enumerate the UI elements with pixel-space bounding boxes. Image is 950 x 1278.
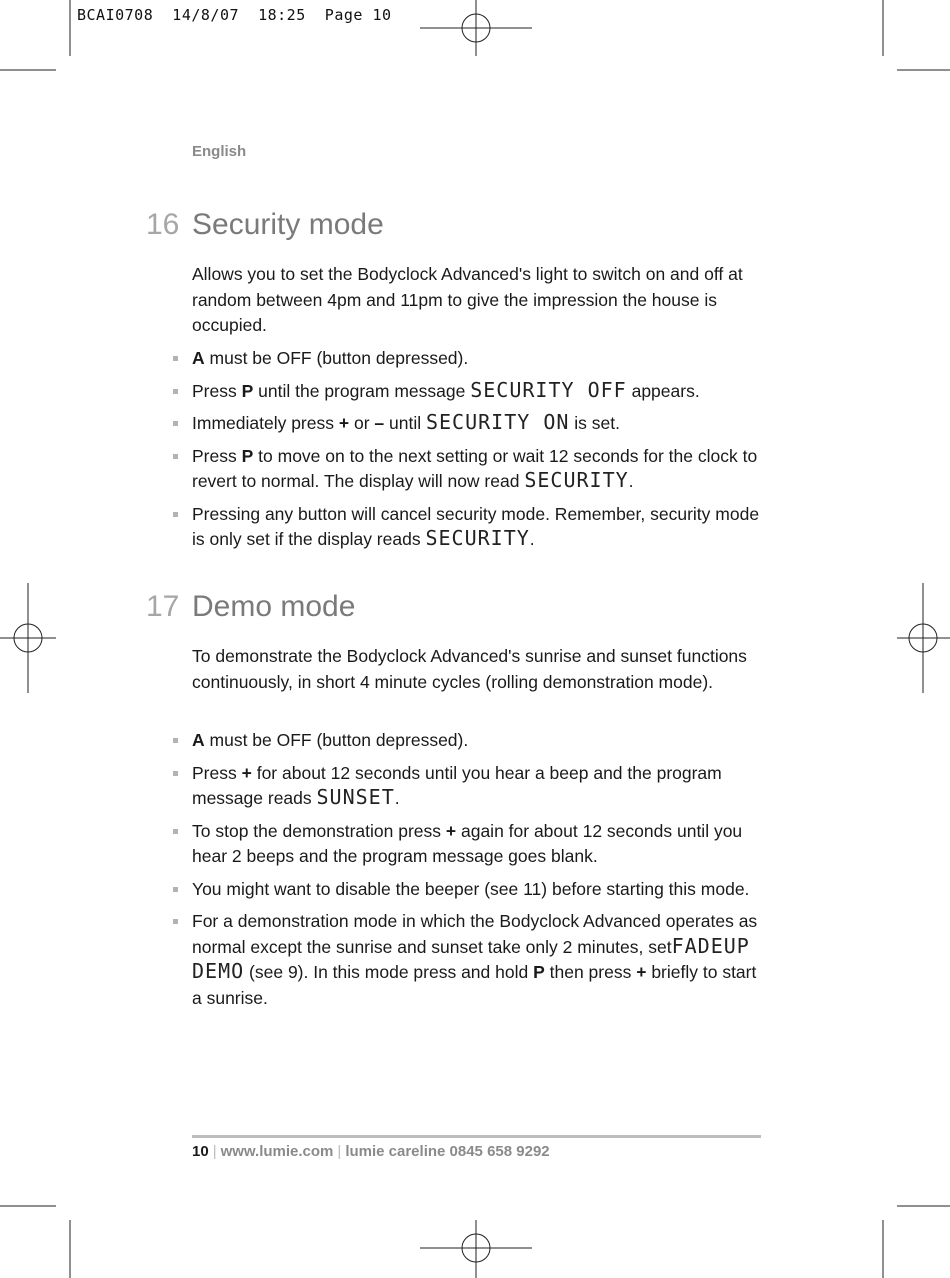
lcd-message: SECURITY OFF — [470, 377, 627, 402]
lcd-message: SECURITY — [524, 468, 629, 492]
list-item: Press P until the program message SECURITY OFF appears. — [0, 379, 767, 405]
bullet-icon — [173, 454, 178, 459]
bullet-icon — [173, 421, 178, 426]
bullet-icon — [173, 887, 178, 892]
page-footer — [192, 1143, 550, 1160]
bullet-icon — [173, 919, 178, 924]
bullet-icon — [173, 738, 178, 743]
bullet-icon — [173, 829, 178, 834]
list-item: Press P to move on to the next setting or wait 12 seconds for the clock to revert to normal. The display will now read SECURITY. — [0, 444, 767, 495]
list-item: Immediately press + or – until SECURITY ON is set. — [0, 411, 767, 437]
list-item: Pressing any button will cancel security mode. Remember, security mode is only set if the display reads SECURITY. — [0, 502, 767, 553]
careline-text: lumie careline 0845 658 9292 — [345, 1143, 550, 1160]
section-intro: Allows you to set the Bodyclock Advanced's light to switch on and off at random between 4pm and 11pm to give the impression the house is occupied. — [192, 264, 743, 335]
section-intro: To demonstrate the Bodyclock Advanced's sunrise and sunset functions continuously, in short 4 minute cycles (rolling demonstration mode). — [192, 646, 747, 692]
list-item: You might want to disable the beeper (see 11) before starting this mode. — [0, 877, 767, 903]
list-item: A must be OFF (button depressed). — [0, 346, 767, 372]
section-title: Demo mode — [192, 590, 356, 623]
section-title: Security mode — [192, 208, 384, 241]
bullet-icon — [173, 389, 178, 394]
lcd-message: SUNSET — [316, 785, 395, 809]
page-number: 10 — [192, 1143, 209, 1160]
list-item: For a demonstration mode in which the Bodyclock Advanced operates as normal except the sunrise and sunset take only 2 minutes, setFADEUP DEMO (see 9). In this mode press and hold P then press + briefly to start a sunrise. — [0, 909, 767, 1011]
lcd-message: SECURITY — [425, 526, 530, 550]
bullet-list — [0, 346, 950, 560]
section-number: 16 — [146, 208, 180, 241]
footer-separator: | — [212, 1143, 217, 1160]
bullet-icon — [173, 356, 178, 361]
list-item: To stop the demonstration press + again for about 12 seconds until you hear 2 beeps and the program message goes blank. — [0, 819, 767, 870]
language-label: English — [192, 143, 247, 160]
lcd-message: FADEUP DEMO — [192, 933, 750, 983]
bullet-icon — [173, 771, 178, 776]
bullet-list — [0, 728, 950, 1018]
lcd-message: SECURITY ON — [425, 410, 570, 434]
section-number: 17 — [146, 590, 180, 623]
website-link[interactable]: www.lumie.com — [220, 1143, 334, 1160]
print-slug: BCAI0708 14/8/07 18:25 Page 10 — [77, 6, 392, 24]
footer-rule — [192, 1135, 761, 1138]
footer-separator: | — [337, 1143, 342, 1160]
list-item: Press + for about 12 seconds until you hear a beep and the program message reads SUNSET. — [0, 761, 767, 812]
bullet-icon — [173, 512, 178, 517]
list-item: A must be OFF (button depressed). — [0, 728, 767, 754]
